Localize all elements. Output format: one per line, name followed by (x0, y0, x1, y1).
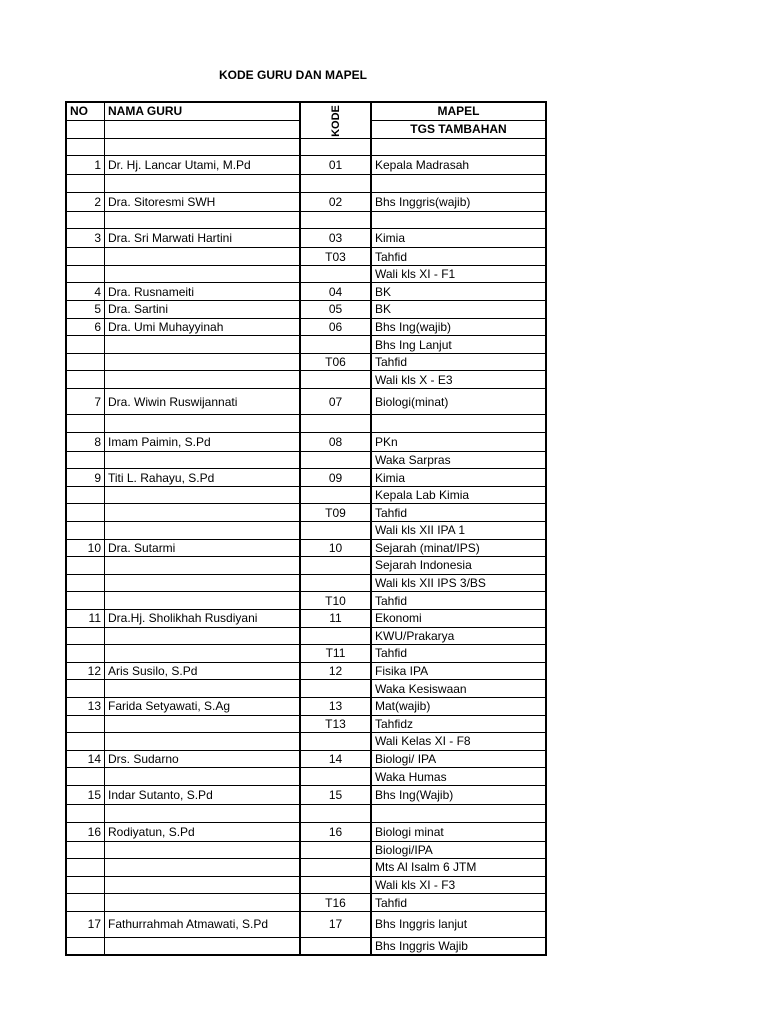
row-kode: 08 (300, 432, 371, 451)
table-row (66, 318, 546, 336)
row-kode (300, 336, 371, 354)
row-name (105, 248, 301, 266)
row-kode (300, 804, 371, 822)
row-name (105, 211, 301, 229)
teacher-table (65, 101, 547, 956)
table-row (66, 557, 546, 575)
table-row (66, 592, 546, 610)
row-kode (300, 415, 371, 433)
row-mapel: Wali kls XII IPA 1 (371, 522, 546, 540)
row-kode: 12 (300, 662, 371, 680)
table-row (66, 283, 546, 301)
row-kode (300, 859, 371, 877)
header-kode-label: KODE (329, 104, 342, 137)
row-no: 5 (66, 301, 105, 319)
row-name: Dra. Sutarmi (105, 539, 301, 557)
row-name: Dra.Hj. Sholikhah Rusdiyani (105, 609, 301, 627)
row-kode: 13 (300, 697, 371, 715)
row-no (66, 592, 105, 610)
row-kode (300, 522, 371, 540)
row-no (66, 859, 105, 877)
row-name (105, 371, 301, 389)
row-no (66, 627, 105, 645)
row-name (105, 504, 301, 522)
row-mapel: Waka Sarpras (371, 451, 546, 469)
row-name: Dra. Sitoresmi SWH (105, 192, 301, 211)
row-name (105, 859, 301, 877)
row-mapel (371, 211, 546, 229)
row-kode (300, 680, 371, 698)
row-kode: 15 (300, 785, 371, 804)
row-no: 17 (66, 911, 105, 937)
table-row (66, 371, 546, 389)
row-kode: 05 (300, 301, 371, 319)
row-name: Dra. Rusnameiti (105, 283, 301, 301)
row-mapel: Tahfid (371, 504, 546, 522)
row-mapel: Tahfid (371, 353, 546, 371)
row-mapel: Kimia (371, 469, 546, 487)
table-row (66, 522, 546, 540)
row-no (66, 876, 105, 894)
row-name: Indar Sutanto, S.Pd (105, 785, 301, 804)
table-row (66, 229, 546, 248)
table-row (66, 336, 546, 354)
row-name: Dra. Sartini (105, 301, 301, 319)
row-kode: T13 (300, 715, 371, 733)
row-mapel: Biologi/ IPA (371, 750, 546, 768)
table-row (66, 192, 546, 211)
row-name (105, 415, 301, 433)
table-row (66, 504, 546, 522)
row-kode (300, 486, 371, 504)
row-mapel: Wali kls XI - F3 (371, 876, 546, 894)
header-name-blank (105, 120, 301, 138)
table-row (66, 248, 546, 266)
table-row (66, 785, 546, 804)
row-name (105, 557, 301, 575)
row-mapel: KWU/Prakarya (371, 627, 546, 645)
row-name (105, 627, 301, 645)
row-mapel: Bhs Inggris(wajib) (371, 192, 546, 211)
table-row (66, 138, 546, 156)
table-row (66, 432, 546, 451)
row-mapel: Ekonomi (371, 609, 546, 627)
row-no: 4 (66, 283, 105, 301)
row-mapel: Sejarah Indonesia (371, 557, 546, 575)
row-no: 15 (66, 785, 105, 804)
table-row (66, 175, 546, 193)
header-no: NO (66, 102, 105, 120)
row-kode: 07 (300, 389, 371, 415)
row-name: Dra. Sri Marwati Hartini (105, 229, 301, 248)
row-mapel: Waka Kesiswaan (371, 680, 546, 698)
row-no: 8 (66, 432, 105, 451)
row-kode (300, 557, 371, 575)
row-kode: 03 (300, 229, 371, 248)
row-name (105, 175, 301, 193)
row-no: 14 (66, 750, 105, 768)
row-name (105, 876, 301, 894)
row-no (66, 265, 105, 283)
row-kode: T11 (300, 645, 371, 663)
row-no (66, 415, 105, 433)
table-row (66, 680, 546, 698)
row-name (105, 336, 301, 354)
row-no: 3 (66, 229, 105, 248)
row-no (66, 451, 105, 469)
row-name (105, 574, 301, 592)
row-kode (300, 265, 371, 283)
row-no (66, 175, 105, 193)
row-mapel: Tahfid (371, 894, 546, 912)
row-mapel: Mts Al Isalm 6 JTM (371, 859, 546, 877)
row-no (66, 557, 105, 575)
row-mapel: PKn (371, 432, 546, 451)
row-name: Farida Setyawati, S.Ag (105, 697, 301, 715)
table-row (66, 645, 546, 663)
header-name: NAMA GURU (105, 102, 301, 120)
row-kode (300, 733, 371, 751)
row-no: 2 (66, 192, 105, 211)
row-no (66, 715, 105, 733)
row-kode (300, 937, 371, 955)
table-row (66, 609, 546, 627)
row-kode: 01 (300, 156, 371, 175)
row-name: Imam Paimin, S.Pd (105, 432, 301, 451)
row-mapel: Bhs Ing Lanjut (371, 336, 546, 354)
row-mapel: Bhs Ing(wajib) (371, 318, 546, 336)
row-kode: T09 (300, 504, 371, 522)
row-no (66, 574, 105, 592)
row-kode: T16 (300, 894, 371, 912)
row-no (66, 353, 105, 371)
row-mapel: Kimia (371, 229, 546, 248)
row-name: Fathurrahmah Atmawati, S.Pd (105, 911, 301, 937)
row-name: Aris Susilo, S.Pd (105, 662, 301, 680)
row-name (105, 680, 301, 698)
row-name (105, 592, 301, 610)
header-kode (300, 102, 371, 138)
row-name (105, 265, 301, 283)
row-name: Dra. Wiwin Ruswijannati (105, 389, 301, 415)
row-mapel: Fisika IPA (371, 662, 546, 680)
row-kode (300, 211, 371, 229)
row-no (66, 733, 105, 751)
row-no (66, 680, 105, 698)
table-row (66, 804, 546, 822)
row-no (66, 522, 105, 540)
row-mapel: BK (371, 283, 546, 301)
row-mapel: Kepala Madrasah (371, 156, 546, 175)
row-kode (300, 175, 371, 193)
row-no: 13 (66, 697, 105, 715)
row-name (105, 451, 301, 469)
row-name (105, 894, 301, 912)
row-kode: 11 (300, 609, 371, 627)
table-row (66, 469, 546, 487)
row-mapel: Waka Humas (371, 768, 546, 786)
row-kode (300, 768, 371, 786)
row-mapel: Bhs Inggris lanjut (371, 911, 546, 937)
row-kode (300, 451, 371, 469)
row-no (66, 841, 105, 859)
row-kode: T10 (300, 592, 371, 610)
header-tgs-tambahan: TGS TAMBAHAN (371, 120, 546, 138)
table-row (66, 937, 546, 955)
row-kode: 14 (300, 750, 371, 768)
row-name (105, 353, 301, 371)
table-row (66, 697, 546, 715)
table-row (66, 353, 546, 371)
row-kode (300, 574, 371, 592)
table-row (66, 301, 546, 319)
row-no: 1 (66, 156, 105, 175)
row-kode: 10 (300, 539, 371, 557)
row-no: 7 (66, 389, 105, 415)
row-mapel (371, 138, 546, 156)
table-row (66, 265, 546, 283)
row-name: Titi L. Rahayu, S.Pd (105, 469, 301, 487)
header-no-blank (66, 120, 105, 138)
row-mapel: Kepala Lab Kimia (371, 486, 546, 504)
row-kode: 02 (300, 192, 371, 211)
row-name (105, 841, 301, 859)
table-row (66, 211, 546, 229)
row-kode (300, 627, 371, 645)
table-row (66, 733, 546, 751)
table-row (66, 574, 546, 592)
row-no: 6 (66, 318, 105, 336)
row-mapel: Biologi/IPA (371, 841, 546, 859)
row-name (105, 138, 301, 156)
row-name (105, 733, 301, 751)
table-row (66, 822, 546, 841)
row-name: Rodiyatun, S.Pd (105, 822, 301, 841)
table-header-row (66, 102, 546, 120)
row-mapel (371, 804, 546, 822)
row-mapel: Wali kls X - E3 (371, 371, 546, 389)
row-name (105, 522, 301, 540)
row-mapel: Sejarah (minat/IPS) (371, 539, 546, 557)
row-mapel: BK (371, 301, 546, 319)
row-mapel: Bhs Ing(Wajib) (371, 785, 546, 804)
row-no (66, 336, 105, 354)
row-mapel: Wali kls XI - F1 (371, 265, 546, 283)
row-kode (300, 841, 371, 859)
table-row (66, 389, 546, 415)
row-no: 10 (66, 539, 105, 557)
row-no: 9 (66, 469, 105, 487)
table-row (66, 894, 546, 912)
row-name (105, 715, 301, 733)
row-kode (300, 138, 371, 156)
row-name: Dr. Hj. Lancar Utami, M.Pd (105, 156, 301, 175)
row-no (66, 486, 105, 504)
table-row (66, 451, 546, 469)
row-no: 16 (66, 822, 105, 841)
row-no (66, 645, 105, 663)
row-kode: T03 (300, 248, 371, 266)
table-body (66, 102, 546, 955)
table-row (66, 539, 546, 557)
page-title: KODE GURU DAN MAPEL (219, 68, 368, 82)
row-mapel: Biologi(minat) (371, 389, 546, 415)
row-no (66, 138, 105, 156)
row-name (105, 645, 301, 663)
row-name (105, 486, 301, 504)
table-row (66, 876, 546, 894)
row-name (105, 804, 301, 822)
table-row (66, 768, 546, 786)
row-kode: T06 (300, 353, 371, 371)
table-row (66, 662, 546, 680)
row-no (66, 504, 105, 522)
row-mapel: Tahfidz (371, 715, 546, 733)
row-mapel: Mat(wajib) (371, 697, 546, 715)
row-no (66, 371, 105, 389)
row-name (105, 768, 301, 786)
row-kode: 06 (300, 318, 371, 336)
row-kode: 09 (300, 469, 371, 487)
row-kode: 16 (300, 822, 371, 841)
table-row (66, 156, 546, 175)
header-mapel: MAPEL (371, 102, 546, 120)
row-mapel: Tahfid (371, 592, 546, 610)
row-name: Drs. Sudarno (105, 750, 301, 768)
table-row (66, 715, 546, 733)
row-no: 11 (66, 609, 105, 627)
row-no (66, 768, 105, 786)
table-row (66, 750, 546, 768)
row-kode (300, 371, 371, 389)
row-mapel: Wali Kelas XI - F8 (371, 733, 546, 751)
row-no (66, 804, 105, 822)
row-mapel (371, 175, 546, 193)
table-row (66, 486, 546, 504)
row-name (105, 937, 301, 955)
row-kode: 17 (300, 911, 371, 937)
row-mapel: Tahfid (371, 248, 546, 266)
row-mapel: Tahfid (371, 645, 546, 663)
row-no (66, 937, 105, 955)
row-kode: 04 (300, 283, 371, 301)
row-mapel (371, 415, 546, 433)
table-row (66, 627, 546, 645)
row-no (66, 248, 105, 266)
row-kode (300, 876, 371, 894)
table-row (66, 841, 546, 859)
row-mapel: Bhs Inggris Wajib (371, 937, 546, 955)
row-no (66, 211, 105, 229)
row-no: 12 (66, 662, 105, 680)
table-row (66, 415, 546, 433)
row-mapel: Wali kls XII IPS 3/BS (371, 574, 546, 592)
table-row (66, 911, 546, 937)
row-mapel: Biologi minat (371, 822, 546, 841)
row-no (66, 894, 105, 912)
row-name: Dra. Umi Muhayyinah (105, 318, 301, 336)
table-row (66, 859, 546, 877)
